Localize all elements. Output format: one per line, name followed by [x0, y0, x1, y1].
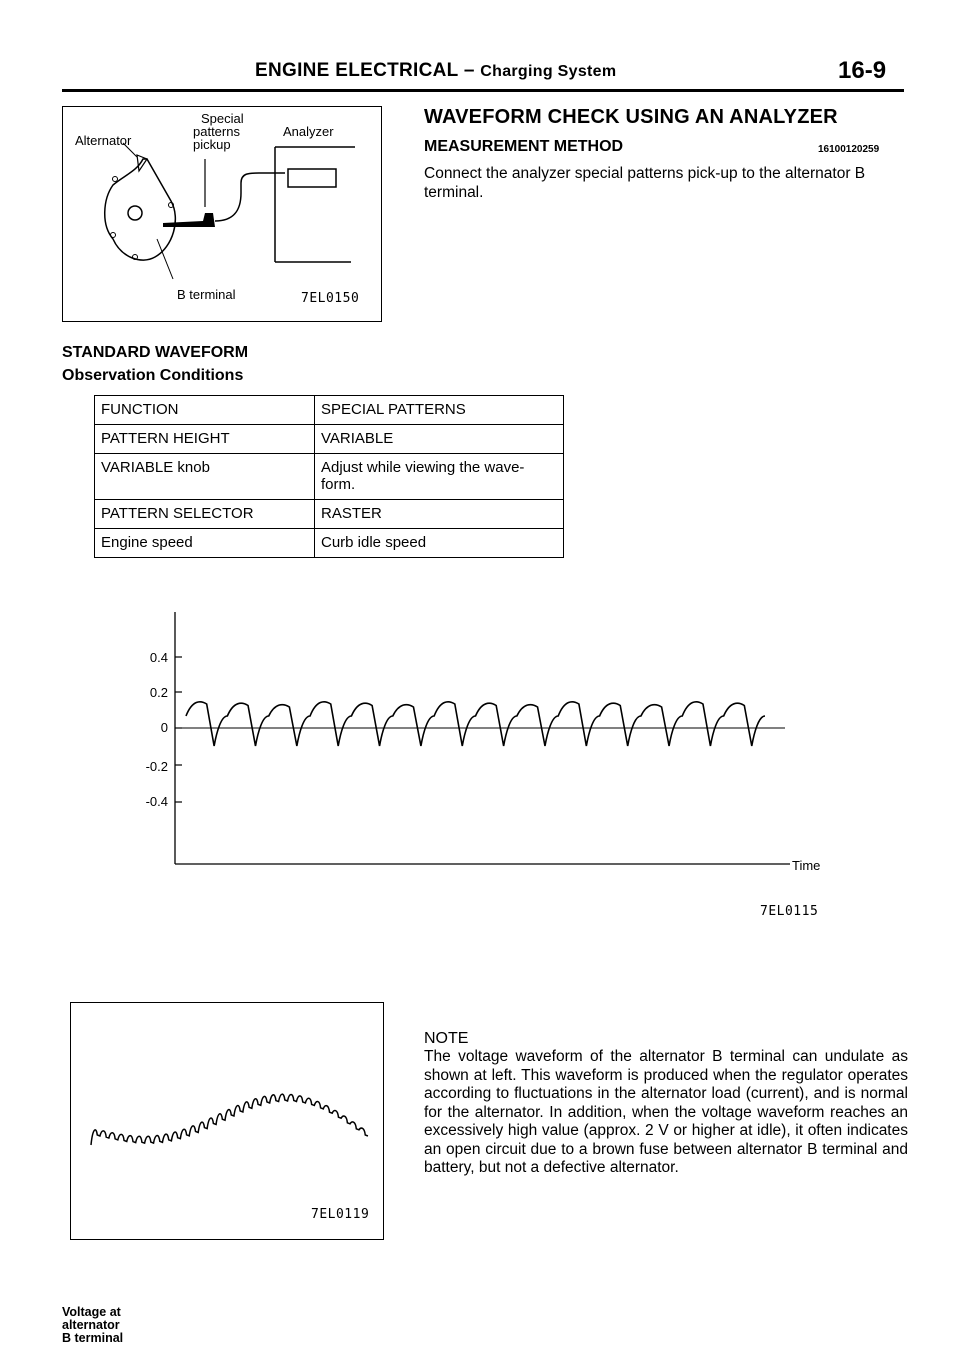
- patterns-label: patterns: [193, 124, 240, 139]
- header-section: ENGINE ELECTRICAL: [255, 60, 459, 81]
- table-row: [95, 425, 564, 454]
- figure-code: 7EL0150: [301, 291, 360, 306]
- b-terminal-label: B terminal: [177, 287, 236, 302]
- analyzer-label: Analyzer: [283, 124, 334, 139]
- observation-conditions-table: [94, 395, 564, 558]
- table-row: [95, 454, 564, 500]
- special-label: Special: [201, 111, 244, 126]
- pickup-label: pickup: [193, 137, 231, 152]
- analyzer-connection-figure: [62, 106, 382, 322]
- figure3-code: 7EL0119: [311, 1207, 370, 1222]
- value-cell: RASTER: [315, 500, 564, 529]
- undulating-waveform-plot: [71, 1003, 383, 1239]
- x-axis-label: Time: [792, 858, 821, 873]
- y-tick-label: 0.2: [149, 685, 168, 700]
- table-row: [95, 396, 564, 425]
- undulating-waveform-figure: [70, 1002, 384, 1240]
- page-number: 16-9: [838, 57, 887, 84]
- observation-conditions-title: Observation Conditions: [62, 367, 244, 384]
- header-rule: [62, 89, 904, 92]
- value-cell: SPECIAL PATTERNS: [315, 396, 564, 425]
- y-axis-label-line: B terminal: [62, 1331, 124, 1345]
- table-row: [95, 500, 564, 529]
- note-title: NOTE: [424, 1030, 469, 1047]
- section-title: WAVEFORM CHECK USING AN ANALYZER: [424, 106, 838, 128]
- table-row: [95, 529, 564, 558]
- note-text: The voltage waveform of the alternator B terminal can undulate as shown at left. This waveform is produced when the regulator operates according to fluctuations in the alternator load (current), and is normal for the alternator. In addition, when the voltage waveform reaches an excessively high value (approx. 2 V or higher at idle), it often indicates an open circuit due to a brown fuse between alternator B terminal and battery, but not a defective alternator.: [424, 1048, 908, 1176]
- y-tick-label: 0.4: [149, 650, 168, 665]
- alternator-label: Alternator: [75, 133, 132, 148]
- page-header: [255, 60, 616, 82]
- y-axis-label-line: Voltage at: [62, 1305, 121, 1319]
- waveform-plot: [0, 600, 960, 900]
- value-cell: Curb idle speed: [315, 529, 564, 558]
- param-cell: Engine speed: [95, 529, 315, 558]
- y-axis-label-line: alternator: [62, 1318, 120, 1332]
- reference-code: 16100120259: [818, 144, 880, 155]
- method-paragraph: Connect the analyzer special patterns pick-up to the alternator B terminal.: [424, 165, 866, 201]
- param-cell: VARIABLE knob: [95, 454, 315, 500]
- value-cell: Adjust while viewing the wave-form.: [315, 454, 564, 500]
- undulating-waveform-line: [91, 1094, 368, 1145]
- param-cell: FUNCTION: [95, 396, 315, 425]
- header-subsection: Charging System: [480, 63, 617, 80]
- y-axis-label: [62, 1306, 123, 1345]
- header-dash: –: [463, 60, 475, 81]
- subsection-title: MEASUREMENT METHOD: [424, 138, 624, 155]
- chart-code: 7EL0115: [760, 904, 819, 919]
- y-tick-label: -0.2: [145, 759, 168, 774]
- y-tick-label: -0.4: [145, 794, 168, 809]
- standard-waveform-title: STANDARD WAVEFORM: [62, 344, 249, 361]
- y-tick-label: 0: [160, 720, 168, 735]
- param-cell: PATTERN SELECTOR: [95, 500, 315, 529]
- value-cell: VARIABLE: [315, 425, 564, 454]
- param-cell: PATTERN HEIGHT: [95, 425, 315, 454]
- voltage-waveform-line: [186, 702, 765, 746]
